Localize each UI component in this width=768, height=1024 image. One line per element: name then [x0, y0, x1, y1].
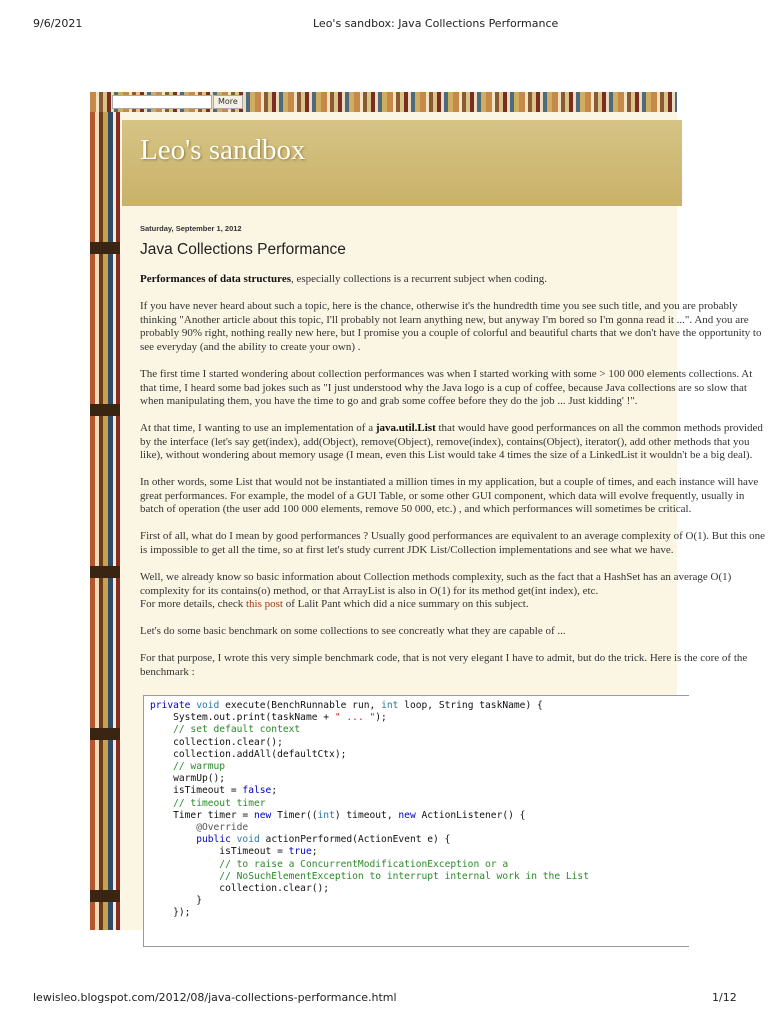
code-line: // warmup: [150, 761, 226, 773]
text-line: For more details, check this post of Lalit Pant which did a nice summary on this subject.: [140, 598, 529, 611]
paragraph-8: Let's do some basic benchmark on some collections to see concreatly what they are capable of ...: [140, 625, 566, 637]
blog-page: [90, 92, 765, 930]
code-line: collection.addAll(defaultCtx);: [150, 748, 347, 760]
text-line: The first time I started wondering about collection performances was when I started working with some > 100 000 elements collections. At: [140, 368, 753, 380]
code-line: isTimeout = false;: [150, 785, 278, 797]
text-line: is impossible to get all the time, so at first let's study current JDK List/Collection implementations and see what we have.: [140, 543, 674, 556]
paragraph-9: [140, 652, 748, 679]
paragraph-6: [140, 530, 765, 557]
print-page-number: 1/12: [712, 991, 737, 1004]
navbar-more-button[interactable]: More: [213, 95, 243, 109]
print-date: 9/6/2021: [33, 17, 83, 30]
code-block: [143, 695, 689, 947]
text-line: that time, I heard some bad jokes such as "I just understood why the Java logo is a cup of coffee, because Java collections are so slow that: [140, 381, 747, 394]
code-line: isTimeout = true;: [150, 846, 318, 858]
bookshelf-background: [90, 92, 120, 930]
text-line: thinking "Another article about this topic, I'll probably not learn anything new, but anyway I'm bored so I'm gonna read it ...". And you are: [140, 313, 749, 326]
navbar-search-input[interactable]: [112, 95, 212, 109]
blog-header: [122, 120, 682, 206]
text-line: batch of operation (the user add 100 000 elements, remove 50 000, etc.) , and which performances will sometimes be critical.: [140, 503, 692, 516]
text-line: like), without wondering about memory usage (I mean, even this List would take 4 times the size of a LinkedList it wouldn't be a big deal).: [140, 449, 753, 462]
text-line: benchmark :: [140, 665, 195, 678]
post-title[interactable]: Java Collections Performance: [140, 241, 346, 258]
text-line: If you have never heard about such a topic, here is the chance, otherwise it's the hundredth time you see such title, and you are probably: [140, 300, 738, 312]
text-line: by the interface (let's say get(index), add(Object), remove(Object), remove(index), contains(Object), iterator(), add other methods that you: [140, 435, 750, 448]
code-line: warmUp();: [150, 773, 226, 785]
text-line: probably 90% right, nothing really new here, but I promise you a couple of colorful and beautiful charts that we don't have the opportunity to: [140, 327, 762, 340]
code-line: System.out.print(taskName + " ... ");: [150, 712, 387, 724]
print-url: lewisleo.blogspot.com/2012/08/java-collections-performance.html: [33, 991, 397, 1004]
code-line: // set default context: [150, 724, 301, 736]
text-line: For that purpose, I wrote this very simple benchmark code, that is not very elegant I have to admit, but do the trick. Here is the core of the: [140, 652, 748, 664]
text-line: see everyday (and the ability to create your own) .: [140, 340, 361, 353]
paragraph-7: [140, 571, 732, 612]
code-line: collection.clear();: [150, 736, 283, 748]
paragraph-3: [140, 368, 753, 409]
paragraph-4: [140, 422, 763, 463]
code-term-bold: java.util.List: [375, 422, 436, 434]
code-line: @Override: [150, 822, 249, 834]
blogger-navbar: [90, 92, 677, 112]
code-line: // timeout timer: [150, 797, 266, 809]
code-line: public void actionPerformed(ActionEvent e) {: [196, 834, 451, 846]
blog-title-link[interactable]: Leo's sandbox: [140, 134, 306, 166]
code-line: }: [150, 895, 202, 907]
code-line: Timer timer = new Timer((int) timeout, new ActionListener() {: [150, 809, 526, 821]
text-line: Well, we already know so basic information about Collection methods complexity, such as the fact that a HashSet has an average O(1): [140, 571, 732, 583]
code-line: // to raise a ConcurrentModificationException or a: [150, 858, 509, 870]
text-line: when manipulating them, you have the time to go and grab some coffee before they do the job ... Just kidding' !".: [140, 395, 638, 408]
paragraph-intro: [140, 273, 700, 287]
paragraph-5: [140, 476, 759, 517]
paragraph-2: [140, 300, 762, 354]
print-page-title: Leo's sandbox: Java Collections Performance: [313, 17, 559, 30]
text-line: complexity for its contains(o) method, or that ArrayList is also in O(1) for its method get(int index), etc.: [140, 584, 599, 597]
intro-bold: Performances of data structures: [140, 273, 292, 285]
code-line: private void execute(BenchRunnable run, int loop, String taskName) {: [150, 700, 543, 711]
this-post-link[interactable]: this post: [246, 598, 283, 611]
intro-text: , especially collections is a recurrent subject when coding.: [291, 273, 547, 285]
text-line: At that time, I wanting to use an implementation of a java.util.List that would have good performances on all the common methods provided: [140, 422, 763, 434]
code-line: });: [150, 907, 191, 919]
text-line: First of all, what do I mean by good performances ? Usually good performances are equivalent to an average complexity of O(1). But this one: [140, 530, 765, 542]
code-line: // NoSuchElementException to interrupt internal work in the List: [150, 870, 589, 882]
text-line: In other words, some List that would not be instantiated a million times in my application, but a couple of times, and each instance will have: [140, 476, 759, 488]
code-line: collection.clear();: [150, 883, 330, 895]
text-line: great performances. For example, the model of a GUI Table, or some other GUI component, which data will evolve frequently, usually in: [140, 489, 745, 502]
post-date: Saturday, September 1, 2012: [140, 224, 242, 233]
